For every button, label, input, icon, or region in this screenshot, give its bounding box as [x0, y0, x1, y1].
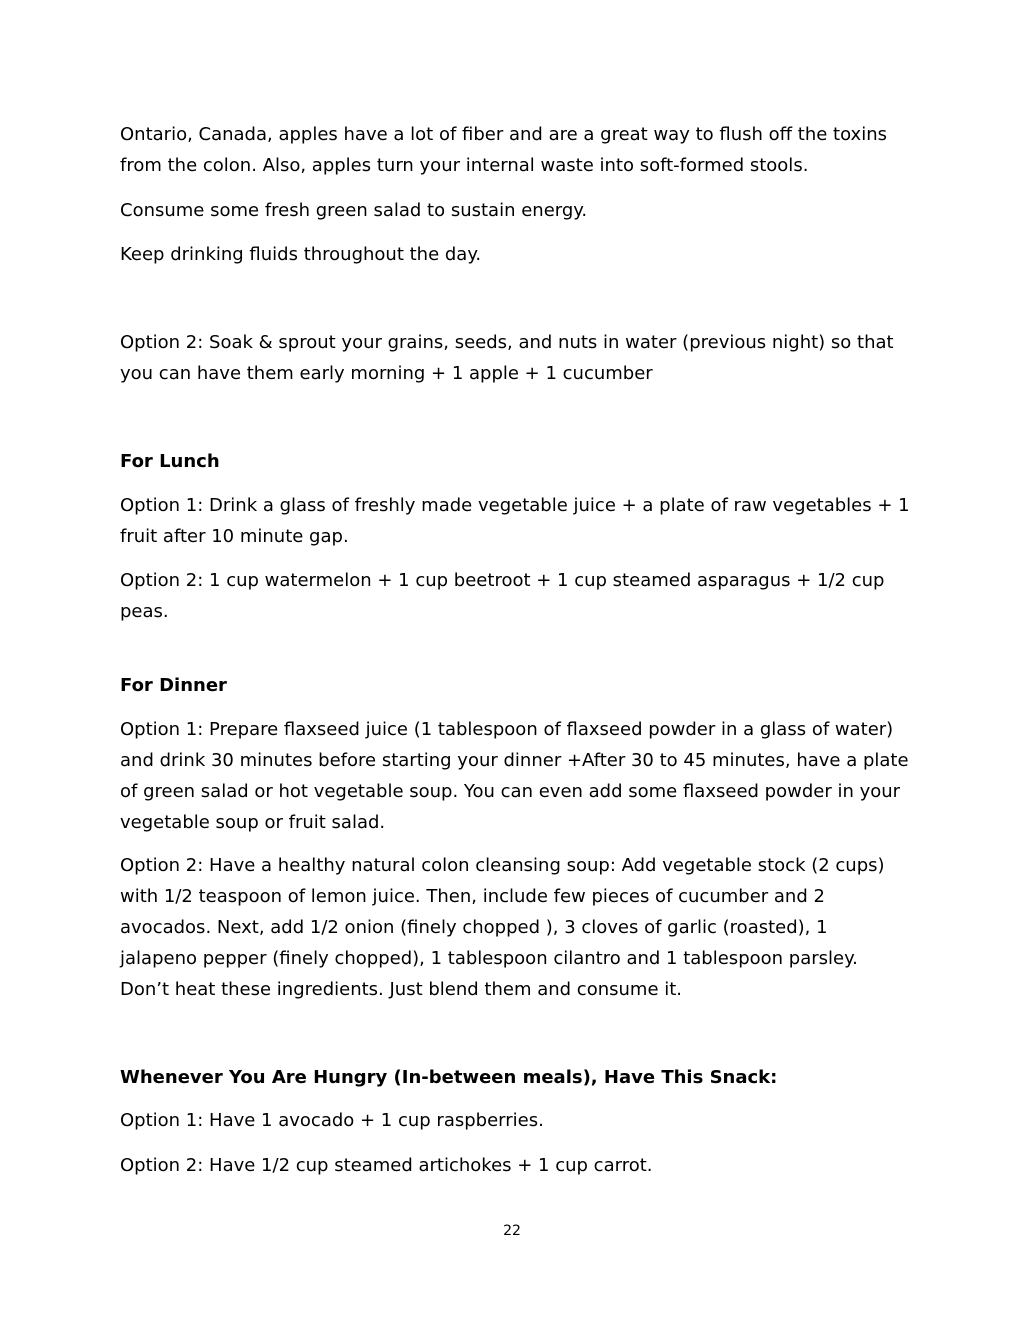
paragraph-green-salad: Consume some fresh green salad to sustain energy.	[120, 200, 588, 221]
lunch-option-1: Option 1: Drink a glass of freshly made vegetable juice + a plate of raw vegetables + 1 fruit after 10 minute gap.	[120, 495, 910, 547]
heading-snack: Whenever You Are Hungry (In-between meals), Have This Snack:	[120, 1067, 778, 1088]
lunch-option-2: Option 2: 1 cup watermelon + 1 cup beetroot + 1 cup steamed asparagus + 1/2 cup peas.	[120, 570, 885, 622]
snack-option-1: Option 1: Have 1 avocado + 1 cup raspberries.	[120, 1110, 544, 1131]
paragraph-breakfast-option-2: Option 2: Soak & sprout your grains, seeds, and nuts in water (previous night) so that you can have them early morning + 1 apple + 1 cucumber	[120, 332, 894, 384]
dinner-option-2: Option 2: Have a healthy natural colon cleansing soup: Add vegetable stock (2 cups) with 1/2 teaspoon of lemon juice. Then, include few pieces of cucumber and 2 avocados. Next, add 1/2 onion (finely chopped ), 3 cloves of garlic (roasted), 1 jalapeno pepper (finely chopped), 1 tablespoon cilantro and 1 tablespoon parsley. Don’t heat these ingredients. Just blend them and consume it.	[120, 855, 885, 1000]
paragraph-fluids: Keep drinking fluids throughout the day.	[120, 244, 482, 265]
heading-lunch: For Lunch	[120, 451, 220, 472]
paragraph-apples: Ontario, Canada, apples have a lot of fiber and are a great way to flush off the toxins from the colon. Also, apples turn your internal waste into soft-formed stools.	[120, 124, 887, 176]
page-number: 22	[503, 1223, 521, 1239]
heading-dinner: For Dinner	[120, 675, 227, 696]
dinner-option-1: Option 1: Prepare flaxseed juice (1 tablespoon of flaxseed powder in a glass of water) and drink 30 minutes before starting your dinner +After 30 to 45 minutes, have a plate of green salad or hot vegetable soup. You can even add some flaxseed powder in your vegetable soup or fruit salad.	[120, 719, 909, 833]
snack-option-2: Option 2: Have 1/2 cup steamed artichokes + 1 cup carrot.	[120, 1155, 653, 1176]
